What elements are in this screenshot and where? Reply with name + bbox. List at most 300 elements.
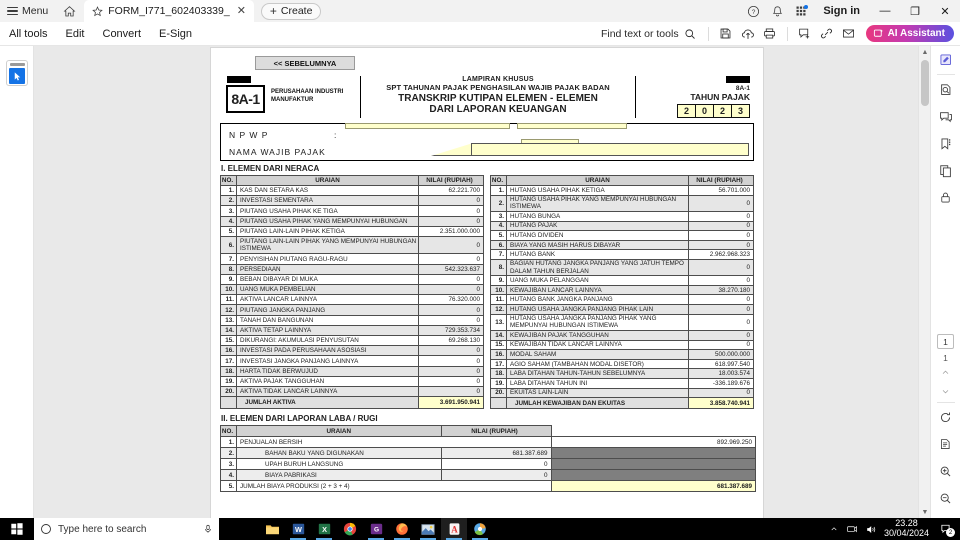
pl-row-value-2	[551, 459, 756, 470]
asset-row-no: 2.	[221, 196, 237, 206]
notifications-button[interactable]	[765, 0, 789, 22]
word-icon	[292, 522, 305, 536]
liab-row-value[interactable]: 618.997.540	[689, 359, 754, 369]
bell-icon	[771, 5, 784, 18]
table-row	[491, 305, 754, 315]
chevron-up-tray-icon	[829, 525, 839, 533]
upload-cloud-icon	[741, 27, 755, 41]
liab-row-value[interactable]: 0	[689, 195, 754, 211]
asset-row-value[interactable]: 2.351.000.000	[419, 226, 484, 236]
volume-button[interactable]	[865, 524, 877, 535]
liab-row-value[interactable]: 0	[689, 305, 754, 315]
selection-tool-button[interactable]	[6, 60, 28, 86]
asset-row-no: 1.	[221, 186, 237, 196]
taskbar-search[interactable]	[34, 518, 219, 540]
assets-table-body	[221, 186, 484, 409]
network-button[interactable]	[846, 524, 858, 535]
liab-col-uraian: URAIAN	[507, 176, 689, 186]
liab-row-value[interactable]: -336.189.676	[689, 378, 754, 388]
apps-badge-dot	[804, 5, 808, 9]
document-viewport[interactable]	[34, 46, 918, 518]
assets-col-uraian: URAIAN	[237, 176, 419, 186]
taskbar-search-placeholder: Type here to search	[58, 523, 147, 535]
liab-total-no	[491, 398, 507, 409]
tool-handle	[10, 63, 25, 66]
table-row	[221, 437, 756, 448]
table-row	[491, 388, 754, 398]
system-tray	[829, 518, 960, 540]
asset-row-no: 12.	[221, 305, 237, 315]
liab-row-label: HUTANG USAHA JANGKA PANJANG PIHAK YANG MEMPUNYAI HUBUNGAN ISTIMEWA	[507, 314, 689, 330]
liab-row-no: 17.	[491, 359, 507, 369]
liab-row-label: UANG MUKA PELANGGAN	[507, 276, 689, 286]
table-row	[491, 285, 754, 295]
home-button[interactable]	[56, 0, 82, 22]
liab-col-no: NO.	[491, 176, 507, 186]
liab-row-no: 7.	[491, 250, 507, 260]
section-1-title: I. ELEMEN DARI NERACA	[221, 164, 320, 173]
liab-row-value[interactable]: 0	[689, 276, 754, 286]
clock-date: 30/04/2024	[883, 528, 929, 538]
pl-row-label: JUMLAH BIAYA PRODUKSI (2 + 3 + 4)	[237, 481, 552, 492]
pl-row-label: BIAYA PABRIKASI	[237, 470, 442, 481]
form-code-box: 8A-1	[226, 85, 265, 113]
email-button[interactable]	[838, 22, 860, 46]
table-row	[491, 186, 754, 196]
taskbar-pdf-tool[interactable]	[363, 518, 389, 540]
asset-row-value[interactable]: 69.268.130	[419, 336, 484, 346]
pl-row-value-1[interactable]: 0	[441, 459, 551, 470]
asset-row-value[interactable]: 0	[419, 387, 484, 397]
search-icon	[684, 28, 696, 40]
colorwheel-icon	[473, 522, 487, 536]
npwp-field-seg-1[interactable]	[345, 123, 510, 129]
asset-row-value[interactable]: 0	[419, 196, 484, 206]
help-button[interactable]	[741, 0, 765, 22]
asset-row-value[interactable]: 0	[419, 346, 484, 356]
svg-text:G: G	[373, 526, 379, 534]
asset-row-label: INVESTASI JANGKA PANJANG LAINNYA	[237, 356, 419, 366]
asset-row-no: 11.	[221, 295, 237, 305]
taskbar-other-app[interactable]	[467, 518, 493, 540]
edit-pdf-button[interactable]	[931, 46, 960, 73]
pl-row-value-2[interactable]: 681.387.689	[551, 481, 756, 492]
notification-center-button[interactable]	[936, 518, 956, 540]
pl-row-value-1[interactable]: 0	[441, 470, 551, 481]
cursor-icon	[9, 68, 25, 84]
asset-row-value[interactable]: 0	[419, 315, 484, 325]
pdf-tool-icon	[370, 522, 383, 536]
table-row	[221, 196, 484, 206]
asset-row-value[interactable]: 0	[419, 254, 484, 264]
find-label: Find text or tools	[600, 27, 679, 40]
liab-row-no: 5.	[491, 231, 507, 241]
asset-row-no: 5.	[221, 226, 237, 236]
form-header-left	[220, 76, 360, 118]
star-icon[interactable]	[92, 6, 103, 17]
table-row	[221, 481, 756, 492]
window-maximize-button[interactable]: ❐	[910, 5, 920, 18]
save-button[interactable]	[715, 22, 737, 46]
menu-label: Menu	[22, 5, 49, 17]
asset-row-no: 15.	[221, 336, 237, 346]
start-button[interactable]	[0, 518, 34, 540]
asset-row-value[interactable]: 0	[419, 356, 484, 366]
taxpayer-name-input[interactable]	[471, 143, 749, 156]
liab-row-no: 10.	[491, 285, 507, 295]
table-row	[221, 237, 484, 254]
table-row	[491, 350, 754, 360]
taskbar-acrobat[interactable]	[441, 518, 467, 540]
table-row	[221, 325, 484, 335]
pl-row-no: 4.	[221, 470, 237, 481]
rotate-button[interactable]	[931, 404, 960, 431]
svg-text:X: X	[321, 524, 327, 534]
liab-row-no: 1.	[491, 186, 507, 196]
asset-row-value[interactable]: 0	[419, 216, 484, 226]
cortana-circle-icon	[40, 523, 52, 535]
asset-row-value[interactable]: 0	[419, 305, 484, 315]
pl-row-no: 1.	[221, 437, 237, 448]
fit-page-button[interactable]	[931, 431, 960, 458]
asset-row-value[interactable]: 542.323.637	[419, 264, 484, 274]
table-row	[221, 305, 484, 315]
liab-row-no: 4.	[491, 221, 507, 231]
asset-row-value[interactable]: 0	[419, 376, 484, 386]
printer-icon	[763, 27, 776, 40]
asset-total-value: 3.691.950.941	[419, 397, 484, 409]
save-icon	[719, 27, 732, 40]
document-tab[interactable]	[84, 0, 254, 22]
taxpayer-identity-block	[220, 123, 754, 161]
asset-row-no: 7.	[221, 254, 237, 264]
table-row	[491, 314, 754, 330]
taskbar-word[interactable]	[285, 518, 311, 540]
pl-row-value-2[interactable]: 892.969.250	[551, 437, 756, 448]
asset-row-label: PIUTANG LAIN-LAIN PIHAK KETIGA	[237, 226, 419, 236]
form-type-line2: MANUFAKTUR	[271, 96, 314, 103]
table-row	[221, 254, 484, 264]
page-fit-icon	[939, 438, 952, 451]
pl-col-uraian: URAIAN	[237, 426, 442, 437]
table-row	[221, 387, 484, 397]
table-row	[221, 448, 756, 459]
liab-row-label: KEWAJIBAN TIDAK LANCAR LAINNYA	[507, 340, 689, 350]
home-icon	[63, 5, 76, 18]
pl-row-value-2	[551, 448, 756, 459]
table-row	[221, 274, 484, 284]
workspace	[0, 46, 960, 518]
taskbar-file-explorer[interactable]	[259, 518, 285, 540]
pl-col-nilai: NILAI (RUPIAH)	[441, 426, 551, 437]
tax-year-digit-1[interactable]: 2	[677, 104, 696, 118]
window-close-button[interactable]: ✕	[940, 5, 950, 18]
table-row	[221, 336, 484, 346]
asset-row-label: PIUTANG JANGKA PANJANG	[237, 305, 419, 315]
zoom-out-button[interactable]	[931, 485, 960, 512]
print-button[interactable]	[759, 22, 781, 46]
profit-loss-body	[221, 437, 756, 492]
apps-grid-button[interactable]	[789, 0, 813, 22]
liab-row-no: 13.	[491, 314, 507, 330]
liab-row-value[interactable]: 18.003.574	[689, 369, 754, 379]
tax-year-digit-3[interactable]: 2	[713, 104, 732, 118]
liab-row-value[interactable]: 0	[689, 295, 754, 305]
table-row	[221, 356, 484, 366]
liab-row-label: MODAL SAHAM	[507, 350, 689, 360]
asset-row-value[interactable]: 62.221.700	[419, 186, 484, 196]
chrome-icon	[343, 522, 357, 536]
balance-sheet-tables	[220, 175, 754, 409]
liab-row-no: 9.	[491, 276, 507, 286]
title-bar	[0, 0, 960, 22]
liab-row-label: HUTANG BUNGA	[507, 211, 689, 221]
cmd-edit[interactable]: Edit	[65, 27, 85, 40]
pl-header-row	[221, 426, 756, 437]
notification-badge: 2	[946, 528, 955, 537]
ai-assistant-button[interactable]	[866, 25, 954, 42]
asset-row-value[interactable]: 0	[419, 206, 484, 216]
table-row	[221, 366, 484, 376]
help-icon	[747, 5, 760, 18]
black-bar-right	[726, 76, 750, 83]
liab-row-no: 8.	[491, 259, 507, 275]
table-row	[491, 330, 754, 340]
command-bar-right	[601, 22, 960, 46]
chevron-down-icon	[940, 387, 951, 396]
form-header-right	[636, 76, 754, 118]
assets-table	[220, 175, 484, 409]
chevron-up-icon	[940, 368, 951, 377]
liab-row-value[interactable]: 0	[689, 314, 754, 330]
liab-row-value[interactable]: 0	[689, 259, 754, 275]
liab-row-label: KEWAJIBAN LANCAR LAINNYA	[507, 285, 689, 295]
table-row	[221, 315, 484, 325]
bookmark-icon	[939, 137, 953, 151]
zoom-out-icon	[939, 492, 952, 505]
scroll-down-arrow[interactable]: ▼	[921, 508, 929, 516]
tray-expand-button[interactable]	[829, 525, 839, 533]
asset-row-label: PERSEDIAAN	[237, 264, 419, 274]
taskbar-firefox[interactable]	[389, 518, 415, 540]
title-bar-right	[741, 0, 960, 22]
asset-row-no: 8.	[221, 264, 237, 274]
asset-row-value[interactable]: 0	[419, 285, 484, 295]
asset-row-value[interactable]: 0	[419, 237, 484, 254]
taskbar-chrome[interactable]	[337, 518, 363, 540]
tax-year-digit-2[interactable]: 0	[695, 104, 714, 118]
liab-row-label: KEWAJIBAN PAJAK TANGGUHAN	[507, 330, 689, 340]
asset-row-value[interactable]: 0	[419, 366, 484, 376]
asset-row-label: PIUTANG USAHA PIHAK YANG MEMPUNYAI HUBUNGAN	[237, 216, 419, 226]
scrollbar-thumb[interactable]	[921, 60, 929, 106]
tab-close-icon[interactable]: ✕	[236, 4, 246, 17]
pl-row-no: 5.	[221, 481, 237, 492]
previous-page-button[interactable]	[931, 363, 960, 382]
asset-row-label: INVESTASI SEMENTARA	[237, 196, 419, 206]
share-link-button[interactable]	[816, 22, 838, 46]
liab-row-value[interactable]: 0	[689, 388, 754, 398]
link-icon	[820, 27, 833, 40]
asset-row-no: 3.	[221, 206, 237, 216]
title-bar-left	[0, 0, 321, 22]
left-tool-rail	[0, 46, 34, 518]
acrobat-icon	[448, 522, 461, 536]
previous-button[interactable]: << SEBELUMNYA	[255, 56, 355, 70]
scroll-up-arrow[interactable]: ▲	[921, 48, 929, 56]
taskbar-clock[interactable]	[884, 519, 929, 539]
add-comment-button[interactable]	[794, 22, 816, 46]
pdf-page	[211, 48, 763, 518]
liab-row-label: HUTANG USAHA PIHAK KETIGA	[507, 186, 689, 196]
asset-row-no: 6.	[221, 237, 237, 254]
clock-time: 23.28	[895, 518, 918, 529]
asset-row-label: AKTIVA LANCAR LAINNYA	[237, 295, 419, 305]
table-row	[491, 195, 754, 211]
menu-button[interactable]	[0, 0, 56, 22]
table-row	[491, 340, 754, 350]
table-row	[221, 206, 484, 216]
find-tools-button[interactable]	[601, 28, 702, 40]
liab-row-value[interactable]: 0	[689, 211, 754, 221]
asset-total-label: JUMLAH AKTIVA	[237, 397, 419, 409]
table-row	[491, 369, 754, 379]
window-minimize-button[interactable]: —	[879, 5, 891, 17]
table-row	[491, 231, 754, 241]
liabilities-table-body	[491, 186, 754, 409]
tax-year-digit-4[interactable]: 3	[731, 104, 750, 118]
comments-button[interactable]	[931, 103, 960, 130]
section-2-title: II. ELEMEN DARI LAPORAN LABA / RUGI	[221, 414, 378, 424]
liab-row-label: HUTANG PAJAK	[507, 221, 689, 231]
liab-row-value[interactable]: 500.000.000	[689, 350, 754, 360]
plus-icon: +	[269, 4, 277, 18]
liab-row-no: 15.	[491, 340, 507, 350]
liab-row-value[interactable]: 56.701.000	[689, 186, 754, 196]
table-row	[491, 276, 754, 286]
pl-col-no: NO.	[221, 426, 237, 437]
envelope-icon	[842, 27, 855, 40]
table-row	[221, 264, 484, 274]
pl-row-value-1[interactable]: 681.387.689	[441, 448, 551, 459]
cmd-convert[interactable]: Convert	[102, 27, 142, 40]
asset-row-value[interactable]: 0	[419, 274, 484, 284]
form-title-line4: DARI LAPORAN KEUANGAN	[429, 104, 567, 115]
document-scrollbar[interactable]	[918, 46, 930, 518]
sign-in-button[interactable]: Sign in	[823, 5, 860, 17]
right-tool-rail	[930, 46, 960, 518]
next-page-button[interactable]	[931, 382, 960, 401]
rail-divider-1	[937, 74, 955, 75]
ai-sparkle-icon	[873, 28, 884, 39]
asset-row-no: 20.	[221, 387, 237, 397]
upload-cloud-button[interactable]	[737, 22, 759, 46]
zoom-in-button[interactable]	[931, 458, 960, 485]
pl-row-label: PENJUALAN BERSIH	[237, 437, 552, 448]
liab-row-label: AGIO SAHAM (TAMBAHAN MODAL DISETOR)	[507, 359, 689, 369]
asset-row-label: TANAH DAN BANGUNAN	[237, 315, 419, 325]
table-row	[221, 470, 756, 481]
liab-row-label: HUTANG USAHA JANGKA PANJANG PIHAK LAIN	[507, 305, 689, 315]
asset-row-value[interactable]: 76.320.000	[419, 295, 484, 305]
form-title-block	[360, 76, 636, 118]
form-type-text	[271, 85, 343, 104]
comment-icon	[939, 110, 953, 124]
liab-row-label: HUTANG USAHA PIHAK YANG MEMPUNYAI HUBUNGAN ISTIMEWA	[507, 195, 689, 211]
page-thumbnails-button[interactable]	[931, 157, 960, 184]
command-bar	[0, 22, 960, 46]
toolbar-divider-2	[787, 27, 788, 41]
asset-row-value[interactable]: 729.353.734	[419, 325, 484, 335]
table-row	[491, 295, 754, 305]
liab-row-label: BAGIAN HUTANG JANGKA PANJANG YANG JATUH TEMPO DALAM TAHUN BERJALAN	[507, 259, 689, 275]
liab-row-value[interactable]: 0	[689, 330, 754, 340]
page-number-input[interactable]: 1	[937, 334, 954, 349]
table-row	[221, 216, 484, 226]
asset-row-label: HARTA TIDAK BERWUJUD	[237, 366, 419, 376]
pl-row-no: 3.	[221, 459, 237, 470]
bookmarks-button[interactable]	[931, 130, 960, 157]
pl-row-no: 2.	[221, 448, 237, 459]
excel-icon	[318, 522, 331, 536]
liab-row-value[interactable]: 38.270.180	[689, 285, 754, 295]
form-code-right: 8A-1	[735, 85, 750, 92]
liab-col-nilai: NILAI (RUPIAH)	[689, 176, 754, 186]
windows-logo-icon	[10, 522, 24, 536]
create-label: Create	[280, 5, 313, 17]
liab-row-value[interactable]: 0	[689, 221, 754, 231]
table-row	[221, 376, 484, 386]
protect-button[interactable]	[931, 184, 960, 211]
liab-row-value[interactable]: 0	[689, 340, 754, 350]
asset-row-label: PIUTANG LAIN-LAIN PIHAK YANG MEMPUNYAI HUBUNGAN ISTIMEWA	[237, 237, 419, 254]
cmd-all-tools[interactable]: All tools	[9, 27, 48, 40]
table-row	[491, 359, 754, 369]
black-bar-left	[227, 76, 251, 83]
assets-col-nilai: NILAI (RUPIAH)	[419, 176, 484, 186]
table-total-row	[221, 397, 484, 409]
liab-row-value[interactable]: 2.962.968.323	[689, 250, 754, 260]
taskbar-photos[interactable]	[415, 518, 441, 540]
table-row	[491, 240, 754, 250]
table-row	[491, 221, 754, 231]
liab-row-value[interactable]: 0	[689, 240, 754, 250]
liab-row-label: LABA DITAHAN TAHUN-TAHUN SEBELUMNYA	[507, 369, 689, 379]
asset-row-label: AKTIVA TETAP LAINNYA	[237, 325, 419, 335]
svg-text:?: ?	[751, 8, 756, 16]
table-row	[221, 459, 756, 470]
asset-row-no: 16.	[221, 346, 237, 356]
search-page-button[interactable]	[931, 76, 960, 103]
liab-row-no: 11.	[491, 295, 507, 305]
assets-col-no: NO.	[221, 176, 237, 186]
liab-row-label: HUTANG BANK	[507, 250, 689, 260]
asset-row-no: 19.	[221, 376, 237, 386]
npwp-row	[229, 127, 753, 142]
taskbar-excel[interactable]	[311, 518, 337, 540]
page-search-icon	[939, 83, 953, 97]
liab-row-value[interactable]: 0	[689, 231, 754, 241]
npwp-field-seg-2[interactable]	[517, 123, 627, 129]
create-button[interactable]	[261, 3, 322, 20]
asset-row-label: PIUTANG USAHA PIHAK KE TIGA	[237, 206, 419, 216]
table-row	[491, 378, 754, 388]
comment-plus-icon	[798, 27, 811, 40]
form-title-line3: TRANSKRIP KUTIPAN ELEMEN - ELEMEN	[398, 93, 598, 104]
form-title-line1: LAMPIRAN KHUSUS	[462, 76, 534, 83]
cmd-esign[interactable]: E-Sign	[159, 27, 193, 40]
lock-icon	[939, 191, 952, 204]
